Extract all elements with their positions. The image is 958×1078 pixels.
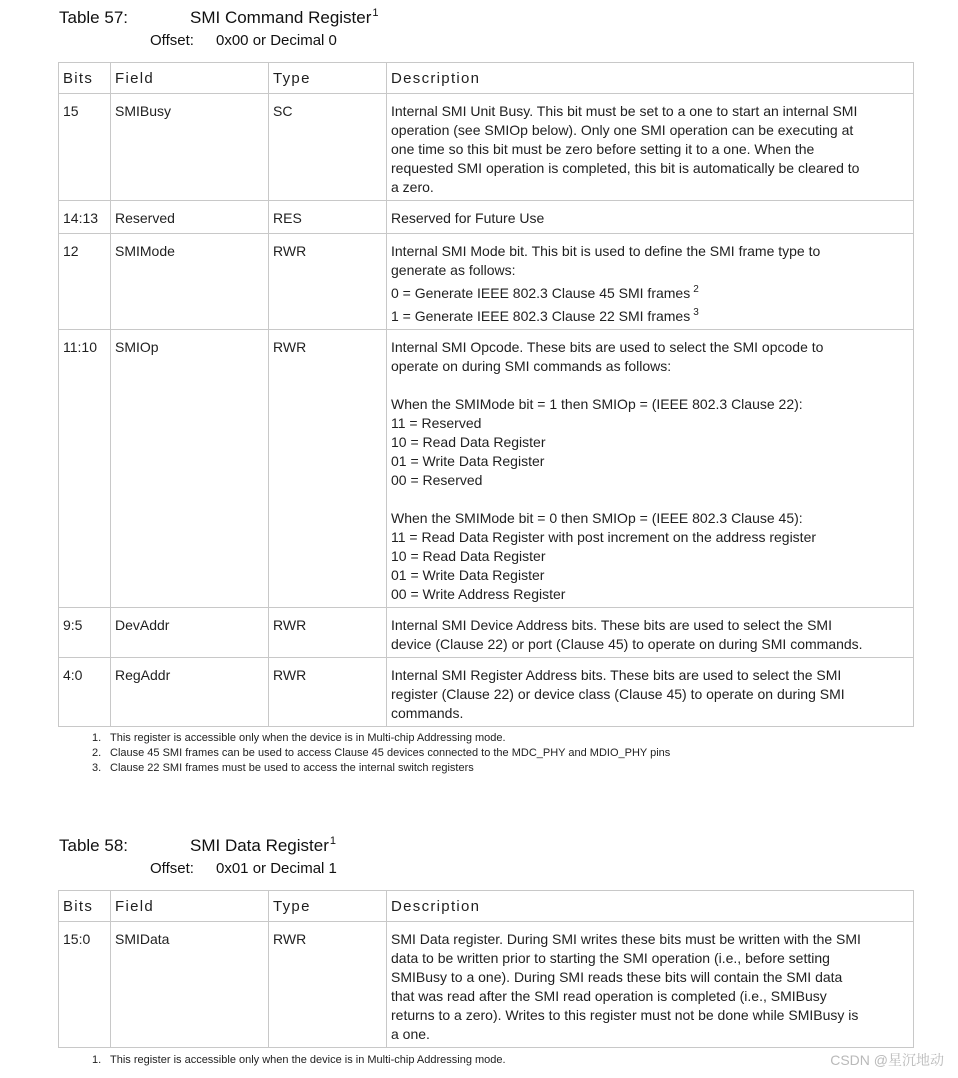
type-cell: RES xyxy=(269,201,387,234)
bits-cell: 15 xyxy=(59,94,111,201)
type-cell: RWR xyxy=(269,330,387,608)
field-cell: DevAddr xyxy=(111,608,269,658)
description-line: data to be written prior to starting the SMI operation (i.e., before setting xyxy=(391,950,830,966)
description-line: 11 = Reserved xyxy=(391,415,482,431)
footnote-text: This register is accessible only when the device is in Multi-chip Addressing mode. xyxy=(110,1054,506,1066)
description-line: operate on during SMI commands as follows: xyxy=(391,358,672,374)
header-bits: Bits xyxy=(59,891,111,922)
footnote-ref: 2 xyxy=(693,284,699,295)
description-cell xyxy=(387,658,914,727)
type-cell: RWR xyxy=(269,922,387,1048)
footnote-ref: 1 xyxy=(372,7,379,19)
footnote-ref: 3 xyxy=(693,307,699,318)
table-57-offset xyxy=(150,32,337,49)
table-number: Table 57: xyxy=(59,8,128,27)
field-cell: SMIMode xyxy=(111,234,269,330)
table-row xyxy=(59,922,914,1048)
description-line: a zero. xyxy=(391,179,434,195)
table-row xyxy=(59,94,914,201)
footnote xyxy=(92,1053,506,1068)
type-cell: SC xyxy=(269,94,387,201)
field-cell: Reserved xyxy=(111,201,269,234)
description-line: requested SMI operation is completed, this bit is automatically be cleared to xyxy=(391,160,860,176)
table-row xyxy=(59,330,914,608)
field-cell: RegAddr xyxy=(111,658,269,727)
type-cell: RWR xyxy=(269,234,387,330)
table-58-offset xyxy=(150,860,337,877)
description-line: SMI Data register. During SMI writes these bits must be written with the SMI xyxy=(391,931,861,947)
description-text: 1 = Generate IEEE 802.3 Clause 22 SMI frames xyxy=(391,308,691,324)
footnote xyxy=(92,761,670,776)
description-line: operation (see SMIOp below). Only one SMI operation can be executing at xyxy=(391,122,854,138)
footnote-number: 1. xyxy=(92,1054,102,1066)
header-row xyxy=(59,891,914,922)
header-field: Field xyxy=(111,63,269,94)
footnote-number: 2. xyxy=(92,747,102,759)
header-row xyxy=(59,63,914,94)
smi-command-register-table xyxy=(58,62,914,727)
description-cell xyxy=(387,608,914,658)
description-line: Reserved for Future Use xyxy=(391,210,545,226)
table-58-title xyxy=(59,835,336,856)
header-bits: Bits xyxy=(59,63,111,94)
bits-cell: 15:0 xyxy=(59,922,111,1048)
header-description: Description xyxy=(387,891,914,922)
offset-label: Offset: xyxy=(150,860,194,877)
table-57-footnotes xyxy=(92,731,670,776)
spacer xyxy=(391,490,909,509)
description-line: 00 = Reserved xyxy=(391,472,483,488)
table-name: SMI Command Register xyxy=(190,8,372,27)
description-line: returns to a zero). Writes to this register must not be done while SMIBusy is xyxy=(391,1007,859,1023)
type-cell: RWR xyxy=(269,658,387,727)
description-line: 11 = Read Data Register with post increment on the address register xyxy=(391,529,817,545)
description-line: 10 = Read Data Register xyxy=(391,548,546,564)
bits-cell: 4:0 xyxy=(59,658,111,727)
description-cell xyxy=(387,330,914,608)
description-line: 10 = Read Data Register xyxy=(391,434,546,450)
description-line: Internal SMI Opcode. These bits are used to select the SMI opcode to xyxy=(391,339,824,355)
header-type: Type xyxy=(269,891,387,922)
bits-cell: 12 xyxy=(59,234,111,330)
description-line xyxy=(391,280,909,303)
description-line: Internal SMI Register Address bits. These bits are used to select the SMI xyxy=(391,667,842,683)
field-cell: SMIBusy xyxy=(111,94,269,201)
description-line: 01 = Write Data Register xyxy=(391,567,545,583)
description-cell xyxy=(387,94,914,201)
description-line: that was read after the SMI read operation is completed (i.e., SMIBusy xyxy=(391,988,827,1004)
field-cell: SMIOp xyxy=(111,330,269,608)
watermark: CSDN @星沉地动 xyxy=(830,1052,944,1068)
table-name: SMI Data Register xyxy=(190,836,329,855)
offset-value: 0x01 or Decimal 1 xyxy=(216,860,337,877)
table-number: Table 58: xyxy=(59,836,128,855)
spacer xyxy=(391,376,909,395)
description-line: Internal SMI Unit Busy. This bit must be set to a one to start an internal SMI xyxy=(391,103,858,119)
footnote-ref: 1 xyxy=(329,835,337,847)
description-line: 01 = Write Data Register xyxy=(391,453,545,469)
type-cell: RWR xyxy=(269,608,387,658)
field-cell: SMIData xyxy=(111,922,269,1048)
description-line: 00 = Write Address Register xyxy=(391,586,566,602)
description-cell xyxy=(387,234,914,330)
table-row xyxy=(59,234,914,330)
footnote-number: 3. xyxy=(92,762,102,774)
table-58-footnotes xyxy=(92,1053,506,1068)
offset-value: 0x00 or Decimal 0 xyxy=(216,32,337,49)
description-line: When the SMIMode bit = 1 then SMIOp = (IEEE 802.3 Clause 22): xyxy=(391,396,803,412)
description-line: commands. xyxy=(391,705,464,721)
description-text: 0 = Generate IEEE 802.3 Clause 45 SMI frames xyxy=(391,285,691,301)
footnote-number: 1. xyxy=(92,732,102,744)
description-line: Internal SMI Device Address bits. These bits are used to select the SMI xyxy=(391,617,832,633)
header-type: Type xyxy=(269,63,387,94)
description-cell xyxy=(387,922,914,1048)
footnote-text: Clause 22 SMI frames must be used to access the internal switch registers xyxy=(110,762,474,774)
description-line: When the SMIMode bit = 0 then SMIOp = (IEEE 802.3 Clause 45): xyxy=(391,510,803,526)
description-line xyxy=(391,303,909,326)
bits-cell: 14:13 xyxy=(59,201,111,234)
description-line: Internal SMI Mode bit. This bit is used to define the SMI frame type to xyxy=(391,243,821,259)
table-row xyxy=(59,658,914,727)
footnote-text: This register is accessible only when the device is in Multi-chip Addressing mode. xyxy=(110,732,506,744)
table-row xyxy=(59,201,914,234)
table-57-title xyxy=(59,7,379,28)
bits-cell: 11:10 xyxy=(59,330,111,608)
offset-label: Offset: xyxy=(150,32,194,49)
header-description: Description xyxy=(387,63,914,94)
description-line: generate as follows: xyxy=(391,262,516,278)
smi-data-register-table xyxy=(58,890,914,1048)
description-line: SMIBusy to a one). During SMI reads these bits will contain the SMI data xyxy=(391,969,843,985)
description-cell xyxy=(387,201,914,234)
footnote xyxy=(92,746,670,761)
footnote-text: Clause 45 SMI frames can be used to access Clause 45 devices connected to the MDC_PHY and MDIO_PHY pins xyxy=(110,747,671,759)
description-line: register (Clause 22) or device class (Clause 45) to operate on during SMI xyxy=(391,686,845,702)
table-row xyxy=(59,608,914,658)
description-line: device (Clause 22) or port (Clause 45) to operate on during SMI commands. xyxy=(391,636,863,652)
description-line: one time so this bit must be zero before setting it to a one. When the xyxy=(391,141,815,157)
bits-cell: 9:5 xyxy=(59,608,111,658)
header-field: Field xyxy=(111,891,269,922)
description-line: a one. xyxy=(391,1026,430,1042)
footnote xyxy=(92,731,670,746)
